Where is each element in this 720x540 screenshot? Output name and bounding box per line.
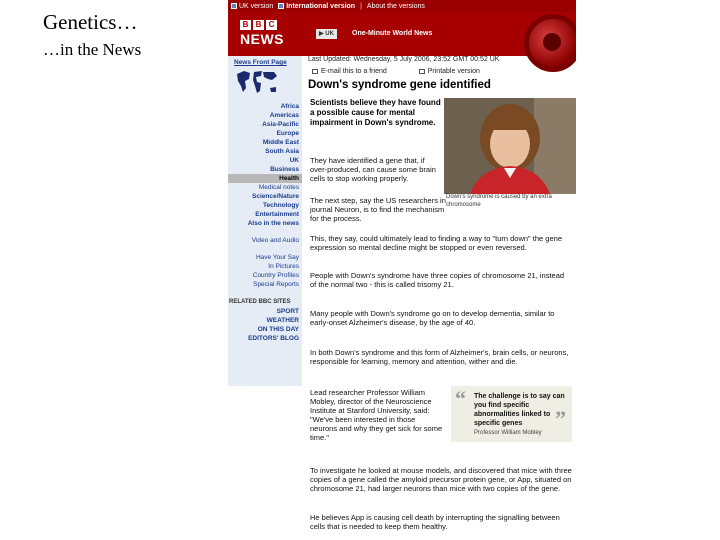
- news-front-page-link[interactable]: News Front Page: [234, 59, 287, 66]
- nav-item[interactable]: Entertainment: [255, 211, 299, 218]
- quote-attribution: Professor William Mobley: [474, 430, 542, 436]
- headline: Down's syndrome gene identified: [308, 79, 491, 91]
- nav-item[interactable]: Country Profiles: [252, 272, 299, 279]
- bbc-news-screenshot: [228, 0, 576, 540]
- nav-item[interactable]: Middle East: [262, 139, 299, 146]
- nav-item[interactable]: Special Reports: [253, 281, 299, 288]
- paragraph-7: Lead researcher Professor William Mobley, director of the Neuroscience Institute at Stanford University, said: "We've been interested in those neurons and why they get sick for some time.": [310, 388, 443, 442]
- lead-paragraph: Scientists believe they have found a possible cause for mental impairment in Down's syndrome.: [310, 98, 441, 127]
- pull-quote: [451, 386, 572, 442]
- quote-text: The challenge is to say can you find specific abnormalities linked to specific genes: [474, 393, 565, 427]
- one-minute-news-link[interactable]: One-Minute World News: [352, 30, 433, 37]
- slide-subtitle: …in the News: [43, 40, 142, 59]
- section-list: [228, 102, 302, 343]
- international-version-link[interactable]: International version: [278, 3, 355, 10]
- nav-item[interactable]: Asia-Pacific: [262, 121, 299, 128]
- slide-title: Genetics…: [43, 10, 138, 34]
- nav-item[interactable]: Technology: [263, 202, 299, 209]
- bbc-letter: C: [266, 20, 277, 30]
- paragraph-5: Many people with Down's syndrome go on to develop dementia, similar to early-onset Alzheimer's disease, by the age of 40.: [310, 309, 555, 327]
- paragraph-2: The next step, say the US researchers in journal Neuron, is to find the mechanism for the process.: [310, 196, 446, 223]
- article-tools: [312, 68, 480, 75]
- nav-item[interactable]: Europe: [276, 130, 299, 137]
- print-link[interactable]: Printable version: [419, 68, 480, 75]
- world-map-icon[interactable]: [234, 66, 280, 102]
- uk-version-link[interactable]: UK version: [231, 3, 273, 10]
- photo-caption: Down's syndrome is caused by an extra chromosome: [446, 194, 552, 208]
- paragraph-3: This, they say, could ultimately lead to finding a way to "turn down" the gene expression so mental decline might be stopped or even reversed.: [310, 234, 562, 252]
- edition-switch[interactable]: ▶ UK: [316, 29, 337, 39]
- nav-item[interactable]: UK: [289, 157, 299, 164]
- bbc-letter: B: [240, 20, 251, 30]
- nav-item[interactable]: EDITORS' BLOG: [248, 335, 299, 342]
- girl-photo: [444, 98, 576, 194]
- masthead: [228, 12, 576, 56]
- about-versions-link[interactable]: About the versions: [366, 2, 425, 10]
- bbc-letter: B: [253, 20, 264, 30]
- nav-item[interactable]: Africa: [280, 103, 299, 110]
- nav-item-health[interactable]: Health: [228, 174, 302, 183]
- globe-icon: [278, 3, 284, 9]
- printer-icon: [419, 69, 425, 74]
- nav-item[interactable]: South Asia: [265, 148, 299, 155]
- email-link[interactable]: E-mail this to a friend: [312, 68, 387, 75]
- nav-item[interactable]: Have Your Say: [255, 254, 299, 261]
- nav-item[interactable]: Also in the news: [247, 220, 299, 227]
- related-sites-label: RELATED BBC SITES: [229, 299, 291, 305]
- nav-item[interactable]: WEATHER: [266, 317, 299, 324]
- nav-item[interactable]: ON THIS DAY: [257, 326, 299, 333]
- paragraph-8: To investigate he looked at mouse models, and discovered that mice with three copies of a gene called the amyloid precursor protein gene, or App, situated on chromosome 21, had larger neurons than mice with two copies of the gene.: [310, 466, 572, 493]
- paragraph-1: They have identified a gene that, if over-produced, can cause some brain cells to stop working properly.: [310, 156, 436, 183]
- version-strip: [228, 0, 576, 12]
- globe-icon: [524, 14, 576, 72]
- divider: |: [360, 2, 362, 10]
- nav-item[interactable]: Business: [270, 166, 299, 173]
- nav-item[interactable]: Science/Nature: [252, 193, 299, 200]
- paragraph-6: In both Down's syndrome and this form of Alzheimer's, brain cells, or neurons, responsible for learning, memory and attention, wither and die.: [310, 348, 569, 366]
- nav-item[interactable]: SPORT: [276, 308, 299, 315]
- nav-item-video[interactable]: Video and Audio: [251, 237, 299, 244]
- paragraph-4: People with Down's syndrome have three copies of chromosome 21, instead of the normal two - this is called trisomy 21.: [310, 271, 565, 289]
- news-wordmark: NEWS: [240, 31, 284, 47]
- left-navigation: [228, 56, 302, 386]
- bbc-news-logo[interactable]: [240, 20, 290, 47]
- flag-icon: [231, 3, 237, 9]
- nav-item[interactable]: Americas: [269, 112, 299, 119]
- close-quote-icon: ”: [555, 406, 566, 431]
- envelope-icon: [312, 69, 318, 74]
- last-updated: Last Updated: Wednesday, 5 July 2006, 23:52 GMT 00:52 UK: [308, 56, 500, 63]
- nav-item[interactable]: In Pictures: [268, 263, 299, 270]
- open-quote-icon: “: [455, 386, 466, 411]
- paragraph-9: He believes App is causing cell death by interrupting the signalling between cells that is needed to keep them healthy.: [310, 513, 560, 531]
- play-icon: ▶: [319, 31, 326, 37]
- nav-item[interactable]: Medical notes: [258, 184, 299, 191]
